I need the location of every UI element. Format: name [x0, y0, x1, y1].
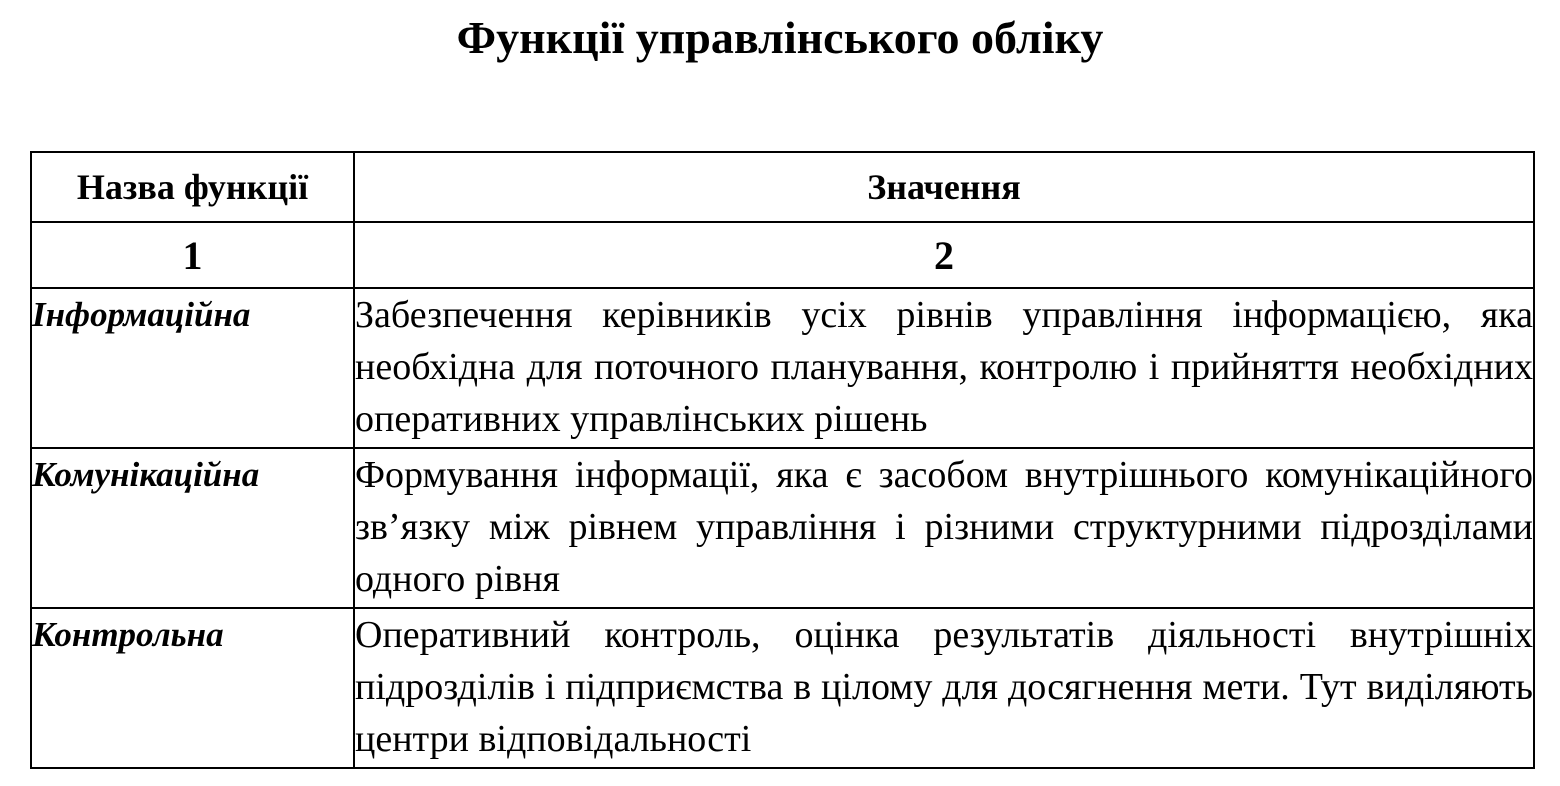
column-number-2: 2 — [354, 222, 1534, 288]
function-description: Забезпечення керівників усіх рівнів управління інформацією, яка необхідна для поточного планування, контролю і прийняття необхідних оперативних управлінських рішень — [354, 288, 1534, 448]
page-title: Функції управлінського обліку — [456, 12, 1104, 63]
column-header-name: Назва функції — [31, 152, 354, 222]
function-name: Інформаційна — [31, 288, 354, 448]
table-row — [31, 448, 1534, 608]
column-header-meaning: Значення — [354, 152, 1534, 222]
table-row — [31, 288, 1534, 448]
function-name: Комунікаційна — [31, 448, 354, 608]
function-description: Формування інформації, яка є засобом внутрішнього комунікаційного зв’язку між рівнем управління і різними структурними підрозділами одного рівня — [354, 448, 1534, 608]
function-description: Оперативний контроль, оцінка результатів діяльності внутрішніх підрозділів і підприємства в цілому для досягнення мети. Тут виділяють центри відповідальності — [354, 608, 1534, 768]
column-number-1: 1 — [31, 222, 354, 288]
table-header-row — [31, 152, 1534, 222]
functions-table — [30, 151, 1535, 769]
column-number-row — [31, 222, 1534, 288]
table-row — [31, 608, 1534, 768]
function-name: Контрольна — [31, 608, 354, 768]
